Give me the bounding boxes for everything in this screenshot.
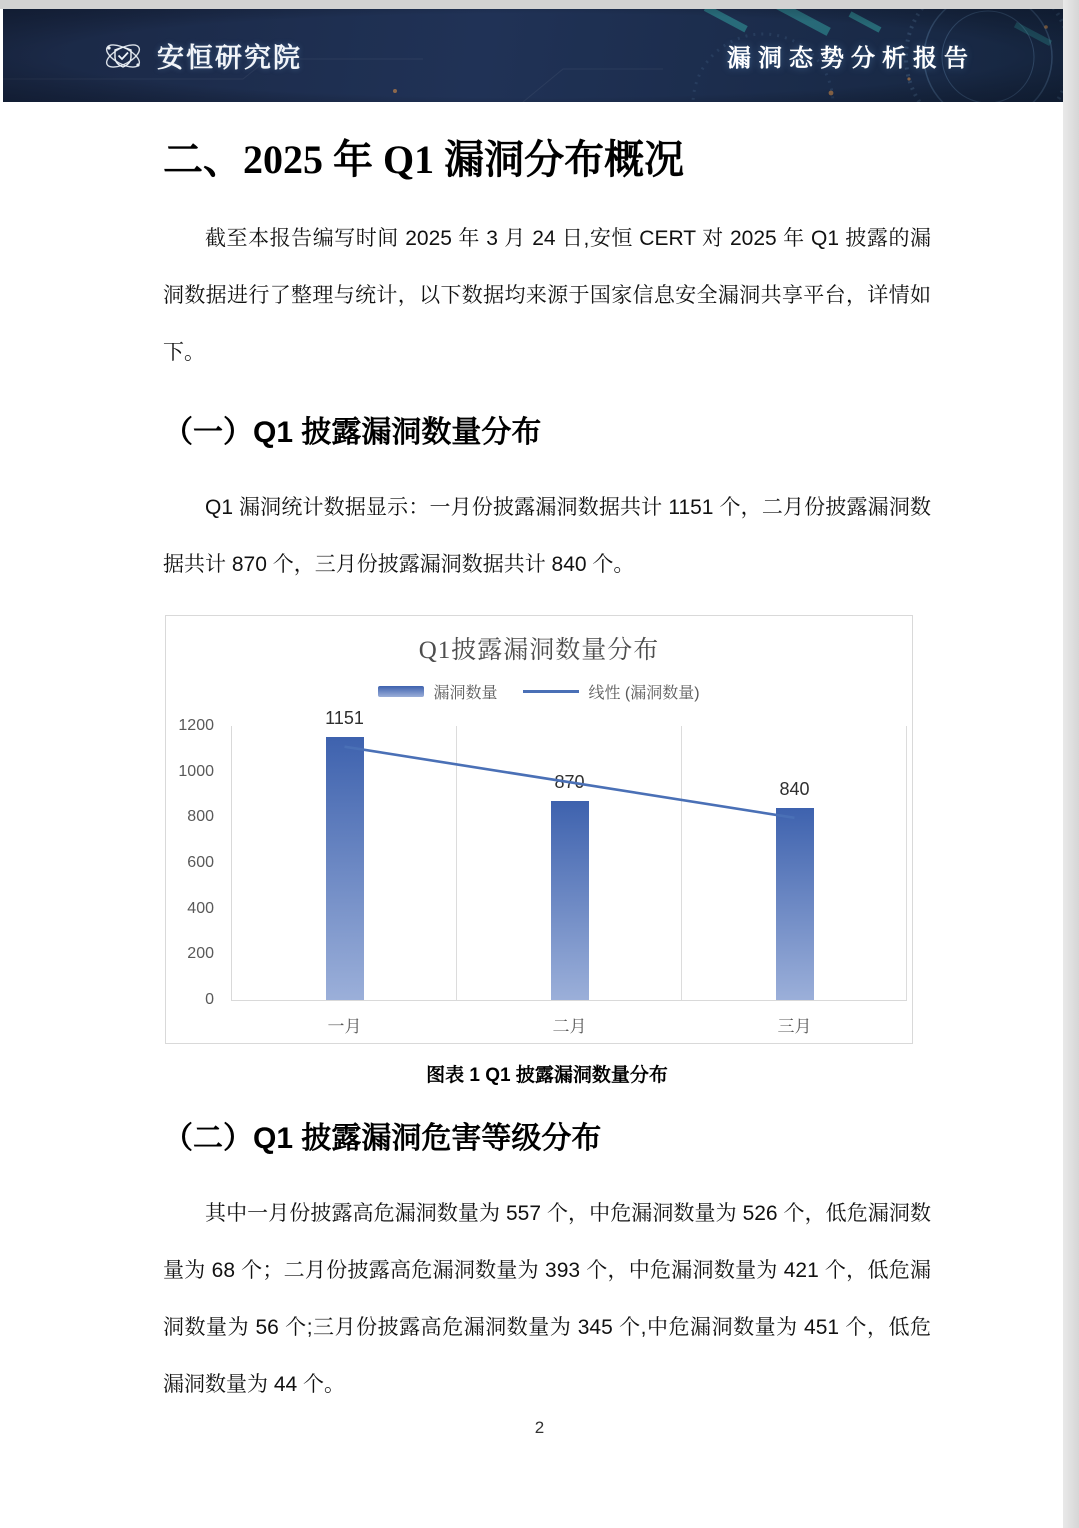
section-1-paragraph: Q1 漏洞统计数据显示：一月份披露漏洞数据共计 1151 个，二月份披露漏洞数据共计 870 个，三月份披露漏洞数据共计 840 个。 bbox=[163, 496, 931, 576]
report-header-banner bbox=[3, 9, 1063, 102]
chart-title: Q1披露漏洞数量分布 bbox=[418, 637, 660, 664]
page-title: 二、2025 年 Q1 漏洞分布概况 bbox=[163, 137, 685, 182]
legend-bar-swatch-icon bbox=[378, 686, 424, 697]
trendline bbox=[232, 726, 907, 1000]
x-category-label: 一月 bbox=[327, 1017, 362, 1036]
document-body bbox=[163, 120, 931, 1413]
brand-lockup bbox=[101, 9, 302, 102]
intro-paragraph: 截至本报告编写时间 2025 年 3 月 24 日,安恒 CERT 对 2025 年 Q1 披露的漏洞数据进行了整理与统计，以下数据均来源于国家信息安全漏洞共享平台，详情如下。 bbox=[163, 227, 931, 364]
bar-value-label: 1151 bbox=[325, 708, 364, 729]
page-top-edge bbox=[0, 0, 1079, 9]
chart-y-axis bbox=[166, 717, 224, 1008]
section-1-heading: （一）Q1 披露漏洞数量分布 bbox=[163, 416, 542, 449]
bar-value-label: 840 bbox=[779, 779, 810, 800]
page-number: 2 bbox=[534, 1418, 545, 1437]
report-title: 漏洞态势分析报告 bbox=[727, 45, 975, 72]
x-category-label: 三月 bbox=[777, 1017, 812, 1036]
chart-plot bbox=[231, 708, 907, 1036]
atom-shield-logo-icon bbox=[101, 34, 145, 78]
bar-value-label: 870 bbox=[554, 772, 585, 793]
bar-chart bbox=[165, 615, 913, 1044]
section-2-paragraph: 其中一月份披露高危漏洞数量为 557 个，中危漏洞数量为 526 个，低危漏洞数量为 68 个；二月份披露高危漏洞数量为 393 个，中危漏洞数量为 421 个，低危漏洞数量为 56 个;三月份披露高危漏洞数量为 345 个,中危漏洞数量为 451 个，低危漏洞数量为 44 个。 bbox=[163, 1202, 931, 1396]
chart-caption: 图表 1 Q1 披露漏洞数量分布 bbox=[426, 1065, 668, 1086]
y-tick-label: 1200 bbox=[178, 717, 214, 734]
brand-name: 安恒研究院 bbox=[157, 43, 302, 73]
y-tick-label: 0 bbox=[205, 991, 214, 1008]
section-2-heading: （二）Q1 披露漏洞危害等级分布 bbox=[163, 1122, 602, 1155]
y-tick-label: 600 bbox=[187, 854, 214, 871]
y-tick-label: 800 bbox=[187, 808, 214, 826]
legend-trendline-label: 线性 (漏洞数量) bbox=[588, 685, 700, 702]
page-right-edge bbox=[1063, 0, 1079, 1528]
y-tick-label: 200 bbox=[187, 945, 214, 963]
chart-legend bbox=[166, 680, 912, 703]
legend-bar-label: 漏洞数量 bbox=[433, 685, 498, 702]
legend-trendline-swatch-icon bbox=[523, 690, 579, 693]
y-tick-label: 1000 bbox=[178, 762, 214, 780]
y-tick-label: 400 bbox=[187, 899, 214, 917]
x-category-label: 二月 bbox=[552, 1017, 587, 1036]
